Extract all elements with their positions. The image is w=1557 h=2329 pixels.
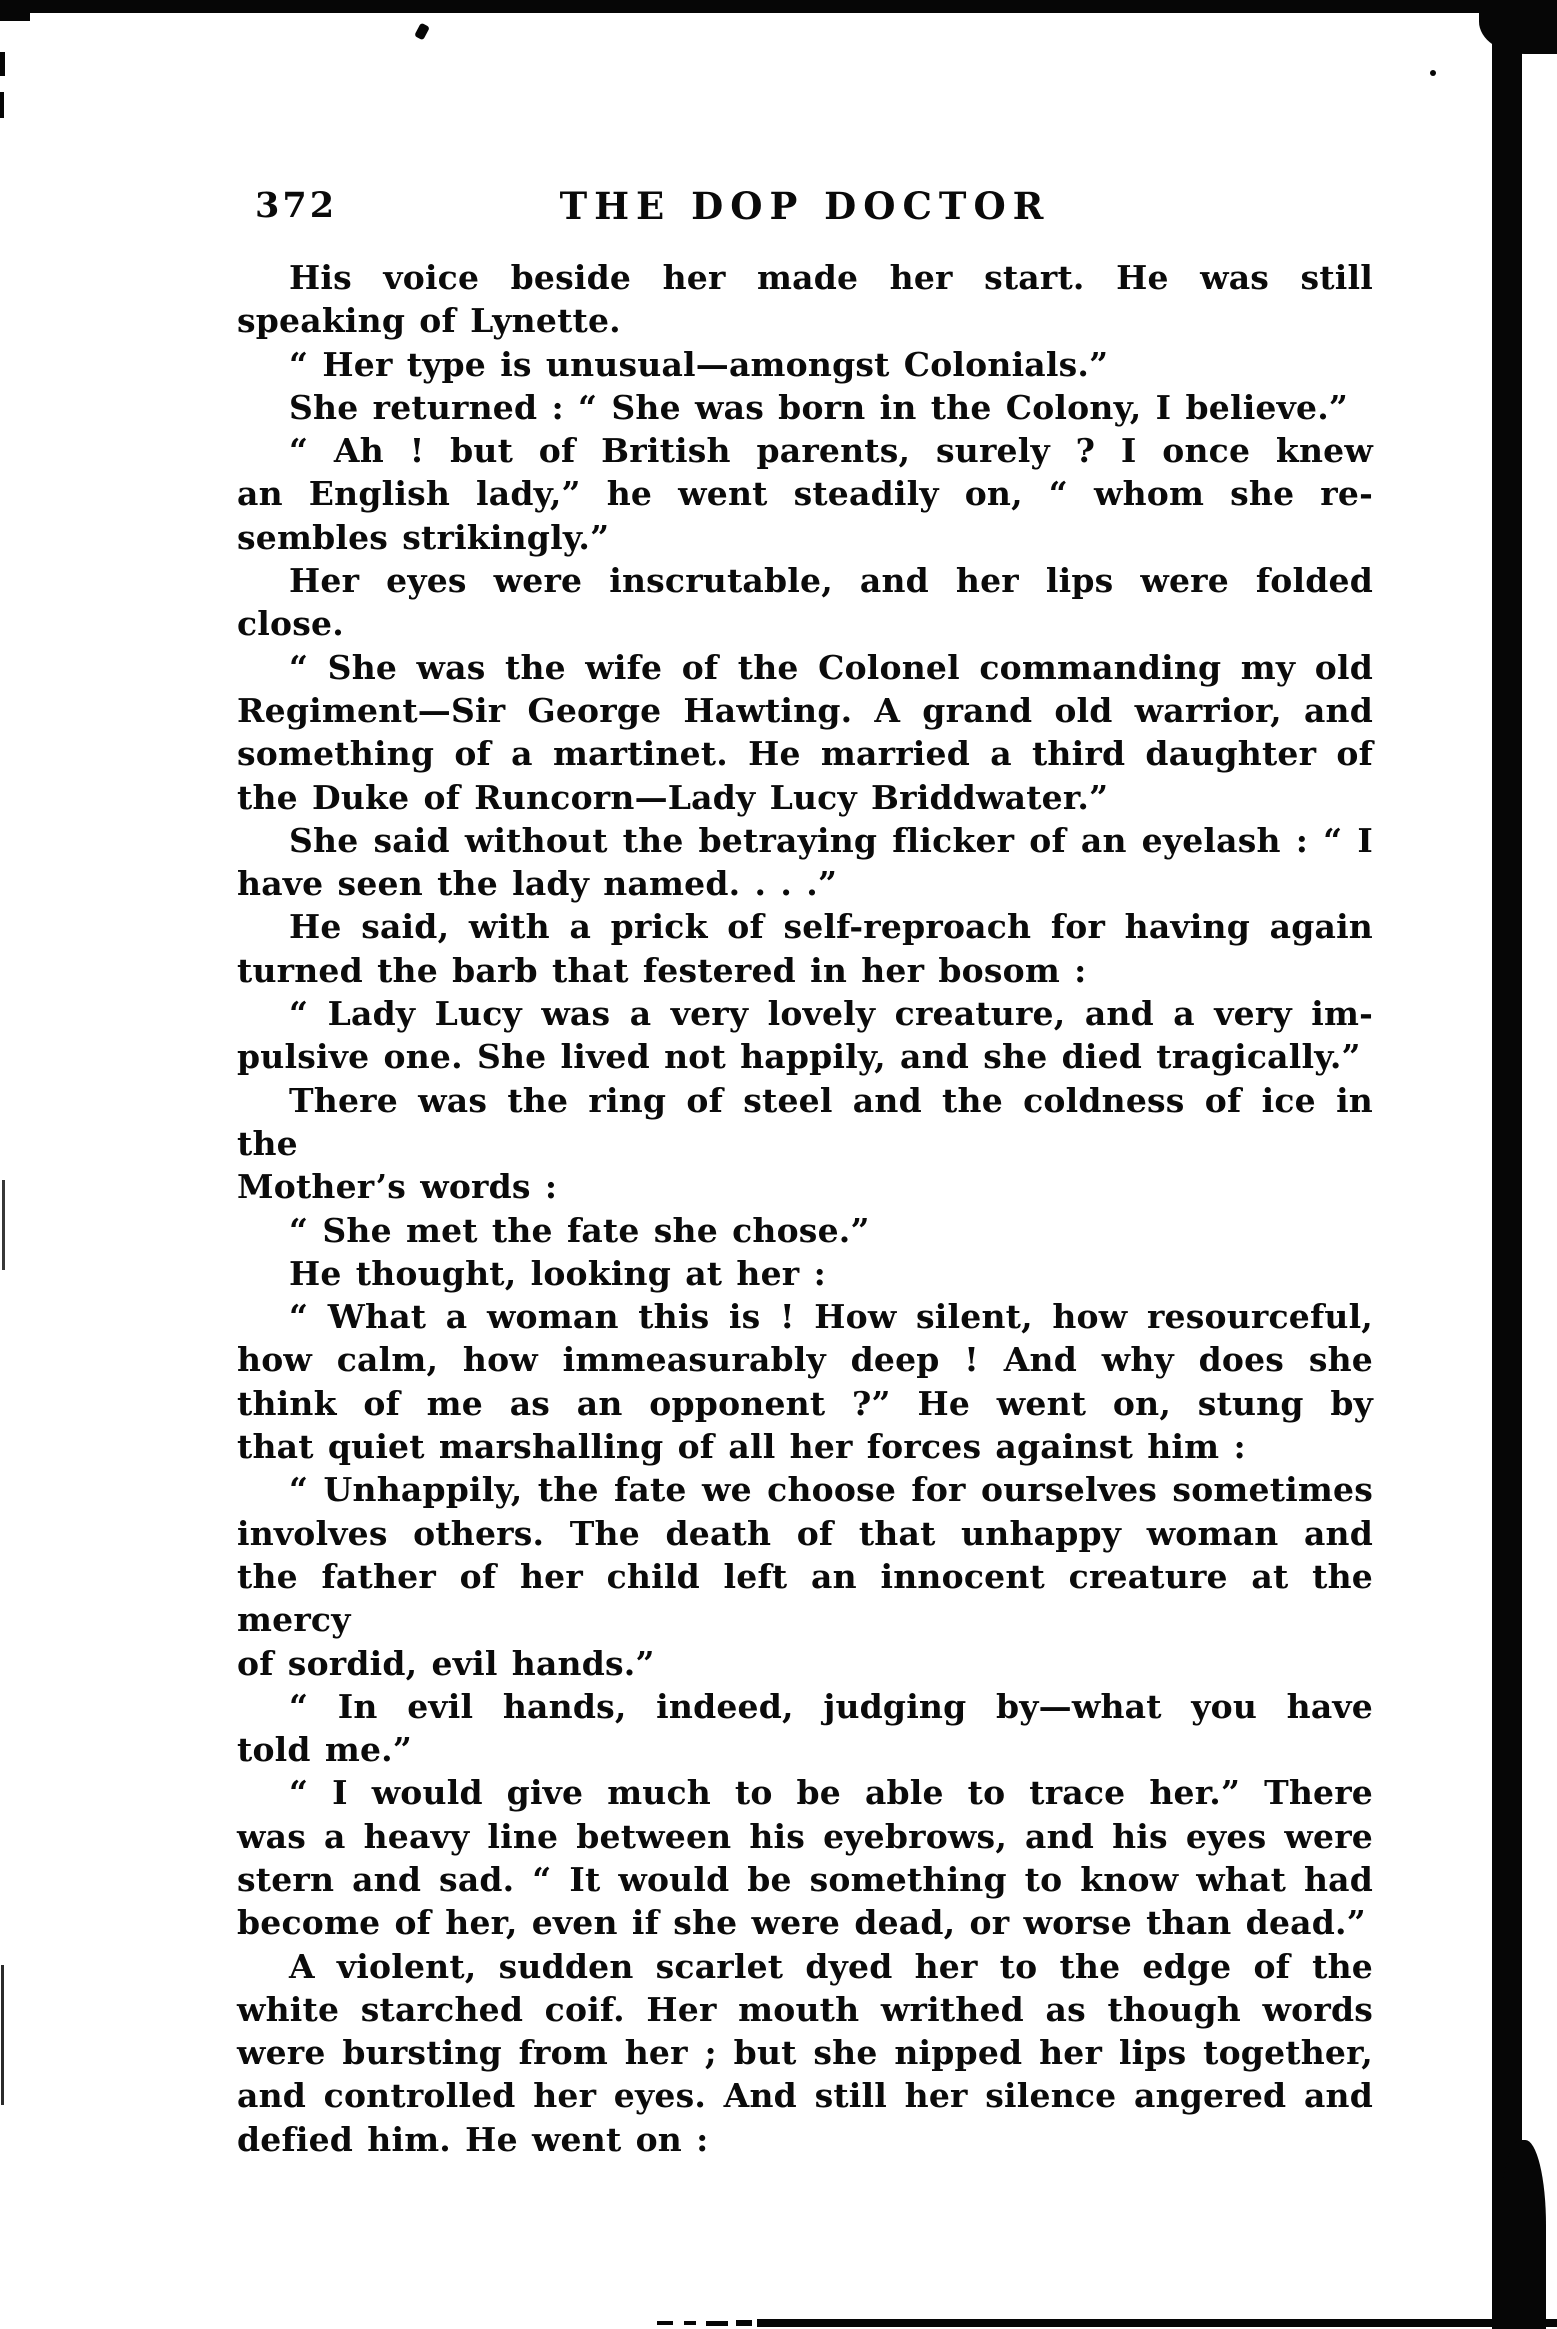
scan-bottom-dash — [706, 2321, 728, 2326]
text-line: the father of her child left an innocent creature at the mercy — [237, 1556, 1373, 1640]
text-line: Regiment—Sir George Hawting. A grand old warrior, and — [237, 690, 1373, 730]
text-line: “ Her type is unusual—amongst Colonials.” — [289, 344, 1109, 384]
text-line: sembles strikingly.” — [237, 517, 610, 557]
text-line: was a heavy line between his eyebrows, and his eyes were — [237, 1816, 1373, 1856]
scan-bottom-dash — [736, 2320, 752, 2326]
text-line: of sordid, evil hands.” — [237, 1643, 655, 1683]
text-line: “ What a woman this is ! How silent, how resourceful, — [289, 1297, 1373, 1337]
text-line: speaking of Lynette. — [237, 301, 621, 341]
scan-edge-bottom-line — [757, 2319, 1557, 2327]
text-line: something of a martinet. He married a third daughter of — [237, 734, 1373, 774]
text-line: She said without the betraying flicker of an eyelash : “ I — [289, 820, 1373, 860]
text-line: “ Lady Lucy was a very lovely creature, and a very im- — [289, 994, 1373, 1034]
scan-bottom-dash — [684, 2321, 696, 2325]
scan-left-edge-mark — [1, 1965, 4, 2105]
text-line: pulsive one. She lived not happily, and she died tragically.” — [237, 1037, 1361, 1077]
text-line: involves others. The death of that unhappy woman and — [237, 1513, 1373, 1553]
text-line: white starched coif. Her mouth writhed as though words — [237, 1989, 1373, 2029]
text-line: “ She met the fate she chose.” — [289, 1210, 870, 1250]
text-line: “ She was the wife of the Colonel commanding my old — [289, 647, 1373, 687]
text-line: He thought, looking at her : — [289, 1253, 826, 1293]
text-line: stern and sad. “ It would be something to know what had — [237, 1859, 1373, 1899]
text-line: defied him. He went on : — [237, 2119, 709, 2159]
running-head — [237, 184, 1373, 230]
text-line: “ Unhappily, the fate we choose for ourselves sometimes — [289, 1470, 1373, 1510]
text-line: “ Ah ! but of British parents, surely ? I once knew — [289, 431, 1373, 471]
scan-edge-top — [0, 0, 1557, 13]
text-line: A violent, sudden scarlet dyed her to the edge of the — [289, 1946, 1373, 1986]
scan-left-edge-mark — [0, 92, 4, 118]
text-line: “ I would give much to be able to trace her.” There — [289, 1773, 1373, 1813]
text-line: how calm, how immeasurably deep ! And why does she — [237, 1340, 1373, 1380]
page-number: 372 — [255, 185, 338, 226]
text-line: the Duke of Runcorn—Lady Lucy Briddwater.” — [237, 777, 1109, 817]
scan-speck — [1430, 70, 1436, 76]
text-line: “ In evil hands, indeed, judging by—what you have — [289, 1686, 1373, 1726]
text-line: His voice beside her made her start. He was still — [289, 258, 1373, 297]
text-line: turned the barb that festered in her bosom : — [237, 950, 1087, 990]
text-line: have seen the lady named. . . .” — [237, 864, 838, 904]
text-line: and controlled her eyes. And still her silence angered and — [237, 2076, 1373, 2116]
scan-edge-top-left-nub — [0, 13, 30, 21]
page-title: THE DOP DOCTOR — [559, 184, 1051, 228]
scan-speck — [414, 23, 430, 41]
text-line: become of her, even if she were dead, or worse than dead.” — [237, 1903, 1366, 1943]
text-line: He said, with a prick of self-reproach for having again — [289, 907, 1373, 947]
scan-edge-right-strip — [1492, 0, 1522, 2329]
scan-bottom-dash — [657, 2321, 673, 2325]
scan-edge-right-bottom-blob — [1500, 2140, 1546, 2329]
text-line: think of me as an opponent ?” He went on, stung by — [237, 1383, 1373, 1423]
text-line: told me.” — [237, 1730, 413, 1770]
text-line: Mother’s words : — [237, 1167, 558, 1207]
scan-left-edge-mark — [2, 1180, 5, 1270]
text-line: She returned : “ She was born in the Colony, I believe.” — [289, 387, 1349, 427]
text-line: that quiet marshalling of all her forces against him : — [237, 1427, 1246, 1467]
text-line: Her eyes were inscrutable, and her lips were folded close. — [237, 561, 1373, 644]
scan-left-edge-mark — [0, 52, 5, 76]
text-line: an English lady,” he went steadily on, “ whom she re- — [237, 474, 1373, 514]
text-line: There was the ring of steel and the coldness of ice in the — [237, 1080, 1373, 1163]
text-line: were bursting from her ; but she nipped her lips together, — [237, 2033, 1373, 2073]
body-text — [237, 256, 1373, 2161]
